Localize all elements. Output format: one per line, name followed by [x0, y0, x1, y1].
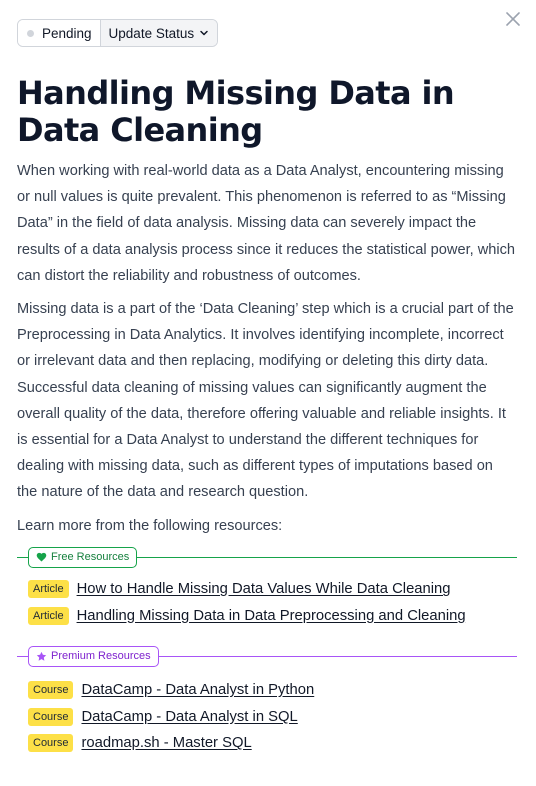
free-resources-divider	[17, 547, 517, 569]
heart-icon	[36, 552, 47, 562]
close-icon	[506, 12, 520, 26]
premium-resources-label	[28, 646, 159, 667]
resource-type-badge: Course	[28, 734, 73, 752]
resource-type-badge: Course	[28, 681, 73, 699]
resource-type-badge: Article	[28, 580, 69, 598]
free-resources-label	[28, 547, 137, 568]
free-resources-list	[17, 576, 517, 629]
status-dot	[27, 30, 34, 37]
learn-more-text: Learn more from the following resources:	[17, 517, 283, 534]
body-paragraph: Missing data is a part of the ‘Data Cleaning’ step which is a crucial part of the Preprocessing in Data Analytics. It involves identifying incomplete, incorrect or irrelevant data and then replacing, modifying or deleting this dirty data. Successful data cleaning of missing values can significantly augment the overall quality of the data, therefore offering valuable and reliable insights. It is essential for a Data Analyst to understand the different techniques for dealing with missing data, such as different types of imputations based on the nature of the data and research question.	[17, 301, 514, 501]
chevron-down-icon	[199, 28, 209, 38]
resource-link[interactable]: Handling Missing Data in Data Preprocessing and Cleaning	[76, 607, 466, 624]
premium-resources-divider	[17, 646, 517, 668]
resource-link[interactable]: DataCamp - Data Analyst in SQL	[81, 708, 298, 725]
resource-type-badge: Course	[28, 708, 73, 726]
premium-resources-list	[17, 677, 517, 757]
close-button[interactable]	[504, 10, 522, 28]
premium-resources-text: Premium Resources	[51, 650, 151, 663]
star-icon	[36, 651, 47, 662]
free-resources-text: Free Resources	[51, 551, 130, 564]
status-control	[17, 19, 218, 47]
resource-type-badge: Article	[28, 607, 69, 625]
list-item	[28, 576, 517, 603]
list-item	[28, 677, 517, 704]
page-title: Handling Missing Data in Data Cleaning	[17, 74, 455, 149]
list-item	[28, 730, 517, 757]
update-status-button[interactable]	[101, 20, 218, 46]
status-label: Pending	[42, 25, 92, 41]
resource-link[interactable]: How to Handle Missing Data Values While Data Cleaning	[76, 581, 451, 598]
intro-paragraph: When working with real-world data as a Data Analyst, encountering missing or null values is quite prevalent. This phenomenon is referred to as “Missing Data” in the field of data analysis. Missing data can severely impact the results of a data analysis process since it reduces the statistical power, which can distort the reliability and robustness of outcomes.	[17, 163, 516, 284]
status-indicator	[18, 20, 101, 46]
resource-link[interactable]: roadmap.sh - Master SQL	[81, 735, 252, 752]
update-status-label: Update Status	[108, 25, 195, 41]
list-item	[28, 703, 517, 730]
list-item	[28, 602, 517, 629]
resource-link[interactable]: DataCamp - Data Analyst in Python	[81, 682, 315, 699]
main-content	[17, 158, 517, 756]
